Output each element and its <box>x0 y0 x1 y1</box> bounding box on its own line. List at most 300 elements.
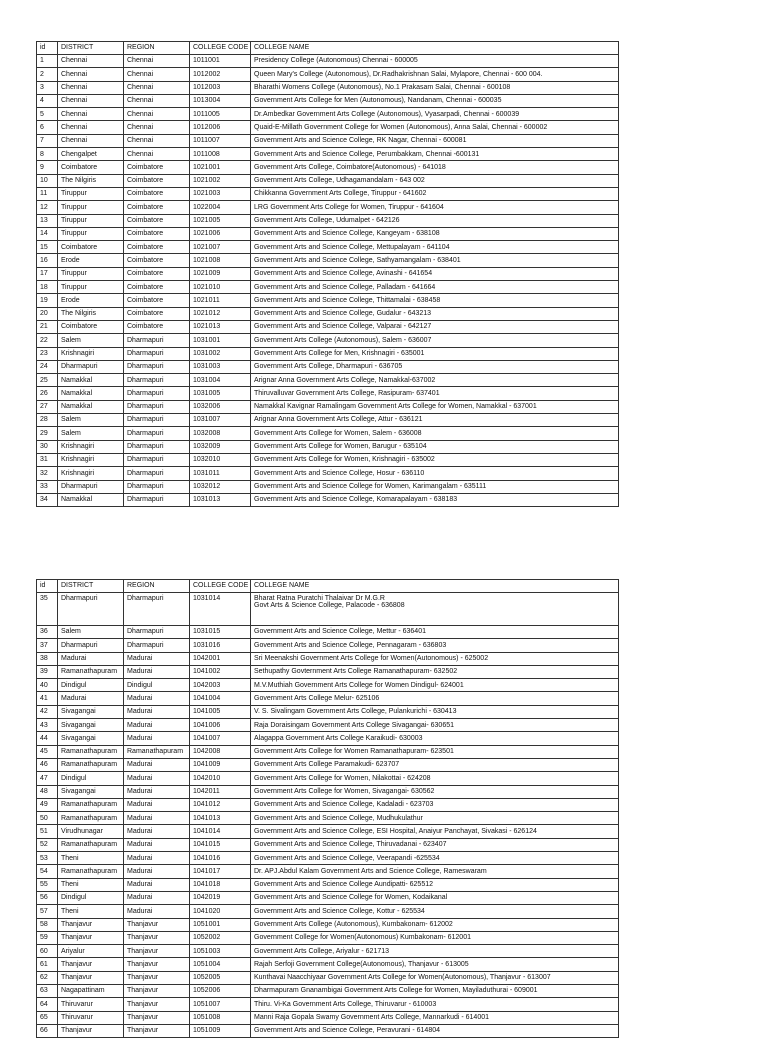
cell-college-code: 1021006 <box>190 227 251 240</box>
table-row <box>37 865 619 878</box>
cell-id: 60 <box>37 945 58 958</box>
table-row <box>37 480 619 493</box>
cell-college-name: Government Arts and Science College, Thittamalai - 638458 <box>251 294 619 307</box>
cell-college-name: Government Arts and Science College, Veerapandi -625534 <box>251 852 619 865</box>
cell-district: Ramanathapuram <box>58 665 124 678</box>
cell-college-name: Government Arts College for Women, Sivagangai- 630562 <box>251 785 619 798</box>
cell-college-code: 1021008 <box>190 254 251 267</box>
cell-college-code: 1051007 <box>190 998 251 1011</box>
cell-district: Chennai <box>58 81 124 94</box>
cell-district: Thanjavur <box>58 918 124 931</box>
table-row <box>37 719 619 732</box>
table-row <box>37 785 619 798</box>
cell-id: 54 <box>37 865 58 878</box>
cell-district: Ramanathapuram <box>58 865 124 878</box>
cell-college-code: 1012002 <box>190 68 251 81</box>
table-row <box>37 812 619 825</box>
cell-college-name: Government Arts College, Udumalpet - 642126 <box>251 214 619 227</box>
table-row <box>37 94 619 107</box>
cell-region: Thanjavur <box>124 985 190 998</box>
cell-region: Coimbatore <box>124 201 190 214</box>
header-id: id <box>37 580 58 593</box>
cell-college-name: Government Arts College for Women, Barugur - 635104 <box>251 440 619 453</box>
cell-college-code: 1042001 <box>190 652 251 665</box>
cell-district: Ramanathapuram <box>58 758 124 771</box>
cell-college-code: 1052005 <box>190 971 251 984</box>
cell-district: Namakkal <box>58 400 124 413</box>
cell-id: 16 <box>37 254 58 267</box>
cell-college-code: 1041017 <box>190 865 251 878</box>
cell-id: 58 <box>37 918 58 931</box>
cell-college-name: Government Arts and Science College, Hosur - 636110 <box>251 467 619 480</box>
table-row <box>37 692 619 705</box>
table-row <box>37 1024 619 1037</box>
cell-district: Chennai <box>58 134 124 147</box>
colleges-table-1 <box>36 41 619 507</box>
cell-district: Sivagangai <box>58 785 124 798</box>
cell-college-name: Government Arts College (Autonomous), Salem - 636007 <box>251 334 619 347</box>
table-row <box>37 161 619 174</box>
cell-college-name: Government Arts College for Women, Nilakottai - 624208 <box>251 772 619 785</box>
cell-region: Dharmapuri <box>124 493 190 506</box>
table-row <box>37 931 619 944</box>
cell-district: Chennai <box>58 121 124 134</box>
cell-district: Tiruppur <box>58 267 124 280</box>
cell-region: Coimbatore <box>124 281 190 294</box>
cell-region: Dharmapuri <box>124 480 190 493</box>
cell-college-code: 1011008 <box>190 148 251 161</box>
table-row <box>37 705 619 718</box>
cell-college-name: Presidency College (Autonomous) Chennai - 600005 <box>251 55 619 68</box>
cell-id: 66 <box>37 1024 58 1037</box>
cell-region: Coimbatore <box>124 174 190 187</box>
cell-district: Salem <box>58 414 124 427</box>
cell-college-name: Government Arts and Science College, Peravurani - 614804 <box>251 1024 619 1037</box>
cell-region: Dharmapuri <box>124 400 190 413</box>
cell-college-name: Government Arts and Science College, Mudhukulathur <box>251 812 619 825</box>
table-row <box>37 732 619 745</box>
cell-district: Krishnagiri <box>58 453 124 466</box>
cell-college-name: Government Arts College for Women, Krishnagiri - 635002 <box>251 453 619 466</box>
cell-college-name: Sri Meenakshi Government Arts College for Women(Autonomous) - 625002 <box>251 652 619 665</box>
cell-district: Coimbatore <box>58 161 124 174</box>
cell-id: 13 <box>37 214 58 227</box>
cell-college-code: 1051009 <box>190 1024 251 1037</box>
table-row <box>37 985 619 998</box>
cell-college-name: Government College for Women(Autonomous) Kumbakonam- 612001 <box>251 931 619 944</box>
table-row <box>37 174 619 187</box>
cell-college-code: 1021005 <box>190 214 251 227</box>
cell-college-code: 1031002 <box>190 347 251 360</box>
cell-college-code: 1042019 <box>190 891 251 904</box>
cell-region: Madurai <box>124 665 190 678</box>
table-row <box>37 241 619 254</box>
cell-region: Dharmapuri <box>124 453 190 466</box>
cell-id: 39 <box>37 665 58 678</box>
cell-college-code: 1021011 <box>190 294 251 307</box>
cell-region: Madurai <box>124 772 190 785</box>
cell-college-name: Dr.Ambedkar Government Arts College (Autonomous), Vyasarpadi, Chennai - 600039 <box>251 108 619 121</box>
cell-id: 40 <box>37 679 58 692</box>
cell-district: Thanjavur <box>58 1024 124 1037</box>
cell-id: 47 <box>37 772 58 785</box>
cell-id: 23 <box>37 347 58 360</box>
cell-id: 44 <box>37 732 58 745</box>
table-row <box>37 1011 619 1024</box>
cell-region: Dharmapuri <box>124 440 190 453</box>
cell-region: Thanjavur <box>124 958 190 971</box>
cell-district: Namakkal <box>58 387 124 400</box>
cell-region: Thanjavur <box>124 931 190 944</box>
table-row <box>37 134 619 147</box>
cell-region: Thanjavur <box>124 1024 190 1037</box>
cell-district: Dindigul <box>58 772 124 785</box>
table-row <box>37 201 619 214</box>
cell-id: 55 <box>37 878 58 891</box>
cell-id: 65 <box>37 1011 58 1024</box>
header-district: DISTRICT <box>58 580 124 593</box>
cell-college-code: 1041009 <box>190 758 251 771</box>
cell-district: Sivagangai <box>58 705 124 718</box>
cell-region: Dharmapuri <box>124 639 190 652</box>
table-row <box>37 998 619 1011</box>
cell-district: Ariyalur <box>58 945 124 958</box>
cell-district: Thiruvarur <box>58 1011 124 1024</box>
cell-college-name: Government Arts College, Ariyalur - 621713 <box>251 945 619 958</box>
table-row <box>37 453 619 466</box>
cell-college-name: V. S. Sivalingam Government Arts College, Pulankurichi - 630413 <box>251 705 619 718</box>
table-row <box>37 745 619 758</box>
cell-region: Chennai <box>124 94 190 107</box>
cell-district: Krishnagiri <box>58 347 124 360</box>
cell-region: Dharmapuri <box>124 414 190 427</box>
cell-district: Thiruvarur <box>58 998 124 1011</box>
cell-college-code: 1022004 <box>190 201 251 214</box>
cell-region: Dharmapuri <box>124 626 190 639</box>
cell-district: Coimbatore <box>58 320 124 333</box>
cell-college-name: Government Arts College (Autonomous), Kumbakonam- 612002 <box>251 918 619 931</box>
cell-college-name: Kunthavai Naacchiyaar Government Arts College for Women(Autonomous), Thanjavur - 613007 <box>251 971 619 984</box>
table-row <box>37 878 619 891</box>
cell-id: 20 <box>37 307 58 320</box>
cell-region: Dindigul <box>124 679 190 692</box>
table-row <box>37 679 619 692</box>
cell-id: 59 <box>37 931 58 944</box>
cell-district: The Nilgiris <box>58 174 124 187</box>
cell-district: Salem <box>58 334 124 347</box>
table-row <box>37 440 619 453</box>
cell-college-code: 1021009 <box>190 267 251 280</box>
cell-id: 18 <box>37 281 58 294</box>
cell-college-name: Arignar Anna Government Arts College, Attur - 636121 <box>251 414 619 427</box>
cell-region: Thanjavur <box>124 1011 190 1024</box>
cell-id: 61 <box>37 958 58 971</box>
cell-college-name: M.V.Muthiah Government Arts College for Women Dindigul- 624001 <box>251 679 619 692</box>
cell-college-name: Government Arts and Science College, Kadaladi - 623703 <box>251 798 619 811</box>
cell-id: 35 <box>37 593 58 626</box>
cell-id: 32 <box>37 467 58 480</box>
cell-college-code: 1051001 <box>190 918 251 931</box>
cell-college-name: Government Arts and Science College Aundipatti- 625512 <box>251 878 619 891</box>
cell-college-code: 1021001 <box>190 161 251 174</box>
cell-college-code: 1011001 <box>190 55 251 68</box>
cell-id: 8 <box>37 148 58 161</box>
cell-college-name: Rajah Serfoji Government College(Autonomous), Thanjavur - 613005 <box>251 958 619 971</box>
cell-college-name: Arignar Anna Government Arts College, Namakkal-637002 <box>251 374 619 387</box>
table-row <box>37 148 619 161</box>
cell-id: 7 <box>37 134 58 147</box>
cell-college-name: Government Arts College, Udhagamandalam - 643 002 <box>251 174 619 187</box>
cell-id: 29 <box>37 427 58 440</box>
cell-college-name: Government Arts College for Men, Krishnagiri - 635001 <box>251 347 619 360</box>
cell-id: 51 <box>37 825 58 838</box>
table-row <box>37 772 619 785</box>
cell-college-code: 1031007 <box>190 414 251 427</box>
cell-district: Chennai <box>58 94 124 107</box>
cell-college-name: Raja Doraisingam Government Arts College Sivagangai- 630651 <box>251 719 619 732</box>
cell-district: Madurai <box>58 652 124 665</box>
table-row <box>37 665 619 678</box>
cell-college-code: 1021010 <box>190 281 251 294</box>
cell-id: 9 <box>37 161 58 174</box>
cell-college-name: Thiruvalluvar Government Arts College, Rasipuram- 637401 <box>251 387 619 400</box>
cell-district: Tiruppur <box>58 187 124 200</box>
cell-district: Virudhunagar <box>58 825 124 838</box>
cell-region: Madurai <box>124 732 190 745</box>
cell-college-name: Government Arts and Science College, Gudalur - 643213 <box>251 307 619 320</box>
cell-college-name: Government Arts College Melur- 625106 <box>251 692 619 705</box>
cell-region: Madurai <box>124 825 190 838</box>
cell-college-name: Government Arts and Science College for Women, Karimangalam - 635111 <box>251 480 619 493</box>
cell-region: Coimbatore <box>124 241 190 254</box>
table-row <box>37 945 619 958</box>
cell-region: Madurai <box>124 705 190 718</box>
cell-college-name: Government Arts and Science College, Valparai - 642127 <box>251 320 619 333</box>
cell-college-name: Government Arts College for Women, Salem - 636008 <box>251 427 619 440</box>
cell-region: Coimbatore <box>124 214 190 227</box>
cell-college-name: Dr. APJ.Abdul Kalam Government Arts and Science College, Rameswaram <box>251 865 619 878</box>
cell-region: Coimbatore <box>124 227 190 240</box>
cell-college-code: 1052006 <box>190 985 251 998</box>
cell-college-code: 1041016 <box>190 852 251 865</box>
cell-college-name: Government Arts and Science College for Women, Kodaikanal <box>251 891 619 904</box>
cell-id: 37 <box>37 639 58 652</box>
cell-district: Tiruppur <box>58 227 124 240</box>
cell-district: Dharmapuri <box>58 480 124 493</box>
cell-college-code: 1051004 <box>190 958 251 971</box>
cell-college-name: Government Arts and Science College, Palladam - 641664 <box>251 281 619 294</box>
cell-id: 30 <box>37 440 58 453</box>
cell-district: Ramanathapuram <box>58 745 124 758</box>
cell-region: Madurai <box>124 905 190 918</box>
cell-college-code: 1031016 <box>190 639 251 652</box>
cell-college-name: LRG Government Arts College for Women, Tiruppur - 641604 <box>251 201 619 214</box>
cell-college-name: Government Arts College, Dharmapuri - 636705 <box>251 360 619 373</box>
cell-college-code: 1021002 <box>190 174 251 187</box>
table-row <box>37 334 619 347</box>
cell-id: 5 <box>37 108 58 121</box>
cell-college-code: 1031003 <box>190 360 251 373</box>
table-row <box>37 307 619 320</box>
cell-region: Madurai <box>124 812 190 825</box>
cell-college-code: 1032010 <box>190 453 251 466</box>
header-college-code: COLLEGE CODE <box>190 580 251 593</box>
cell-district: Krishnagiri <box>58 440 124 453</box>
table-row <box>37 360 619 373</box>
cell-id: 53 <box>37 852 58 865</box>
cell-college-code: 1032009 <box>190 440 251 453</box>
cell-college-name: Government Arts and Science College, Mettur - 636401 <box>251 626 619 639</box>
cell-college-name: Government Arts and Science College, Mettupalayam - 641104 <box>251 241 619 254</box>
cell-college-name: Government Arts College Paramakudi- 623707 <box>251 758 619 771</box>
table-row <box>37 121 619 134</box>
cell-id: 48 <box>37 785 58 798</box>
table-row <box>37 374 619 387</box>
cell-region: Chennai <box>124 108 190 121</box>
cell-region: Coimbatore <box>124 161 190 174</box>
header-region: REGION <box>124 580 190 593</box>
cell-district: Ramanathapuram <box>58 812 124 825</box>
cell-id: 19 <box>37 294 58 307</box>
table-row <box>37 387 619 400</box>
cell-region: Madurai <box>124 865 190 878</box>
cell-region: Madurai <box>124 838 190 851</box>
cell-id: 42 <box>37 705 58 718</box>
cell-region: Dharmapuri <box>124 360 190 373</box>
cell-region: Thanjavur <box>124 918 190 931</box>
table-row <box>37 467 619 480</box>
cell-district: Dindigul <box>58 891 124 904</box>
cell-college-code: 1041018 <box>190 878 251 891</box>
table-row <box>37 639 619 652</box>
cell-district: Ramanathapuram <box>58 838 124 851</box>
cell-id: 27 <box>37 400 58 413</box>
cell-district: Namakkal <box>58 374 124 387</box>
cell-college-name: Sethupathy Govternment Arts College Ramanathapuram- 632502 <box>251 665 619 678</box>
cell-college-code: 1031015 <box>190 626 251 639</box>
cell-id: 11 <box>37 187 58 200</box>
table-row <box>37 918 619 931</box>
table-row <box>37 758 619 771</box>
table-row <box>37 852 619 865</box>
cell-region: Coimbatore <box>124 254 190 267</box>
cell-region: Coimbatore <box>124 294 190 307</box>
cell-college-code: 1052002 <box>190 931 251 944</box>
cell-college-name: Queen Mary's College (Autonomous), Dr.Radhakrishnan Salai, Mylapore, Chennai - 600 004. <box>251 68 619 81</box>
cell-district: Ramanathapuram <box>58 798 124 811</box>
cell-college-code: 1041002 <box>190 665 251 678</box>
cell-district: Thanjavur <box>58 958 124 971</box>
cell-college-name: Government Arts and Science College, Thiruvadanai - 623407 <box>251 838 619 851</box>
table-header <box>37 580 619 593</box>
cell-college-code: 1042003 <box>190 679 251 692</box>
cell-region: Dharmapuri <box>124 347 190 360</box>
cell-region: Dharmapuri <box>124 387 190 400</box>
cell-college-code: 1031014 <box>190 593 251 626</box>
colleges-table-2 <box>36 579 619 1038</box>
cell-college-name: Government Arts and Science College, ESI Hospital, Anaiyur Panchayat, Sivakasi - 626124 <box>251 825 619 838</box>
cell-id: 63 <box>37 985 58 998</box>
cell-college-code: 1013004 <box>190 94 251 107</box>
header-college-name: COLLEGE NAME <box>251 42 619 55</box>
cell-region: Thanjavur <box>124 998 190 1011</box>
cell-district: Dharmapuri <box>58 593 124 626</box>
cell-id: 46 <box>37 758 58 771</box>
cell-college-code: 1021013 <box>190 320 251 333</box>
cell-college-code: 1032012 <box>190 480 251 493</box>
cell-college-name: Bharat Ratna Puratchi Thalaivar Dr M.G.R Govt Arts & Science College, Palacode - 636808 <box>251 593 619 626</box>
table-row <box>37 320 619 333</box>
table-row <box>37 493 619 506</box>
cell-college-code: 1011007 <box>190 134 251 147</box>
cell-district: Chennai <box>58 68 124 81</box>
cell-region: Chennai <box>124 68 190 81</box>
table-row <box>37 294 619 307</box>
table-row <box>37 254 619 267</box>
table-row <box>37 971 619 984</box>
table-row <box>37 905 619 918</box>
cell-district: The Nilgiris <box>58 307 124 320</box>
cell-region: Coimbatore <box>124 320 190 333</box>
cell-district: Salem <box>58 427 124 440</box>
cell-id: 26 <box>37 387 58 400</box>
cell-region: Madurai <box>124 758 190 771</box>
cell-college-code: 1032008 <box>190 427 251 440</box>
cell-region: Chennai <box>124 55 190 68</box>
cell-district: Dharmapuri <box>58 360 124 373</box>
table-body <box>37 55 619 507</box>
table-row <box>37 214 619 227</box>
cell-district: Namakkal <box>58 493 124 506</box>
table-row <box>37 267 619 280</box>
cell-college-name: Thiru. Vi-Ka Government Arts College, Thiruvarur - 610003 <box>251 998 619 1011</box>
cell-college-code: 1041005 <box>190 705 251 718</box>
cell-college-code: 1021012 <box>190 307 251 320</box>
cell-college-name: Government Arts and Science College, Komarapalayam - 638183 <box>251 493 619 506</box>
cell-district: Tiruppur <box>58 201 124 214</box>
cell-college-code: 1021003 <box>190 187 251 200</box>
cell-id: 64 <box>37 998 58 1011</box>
table-row <box>37 593 619 626</box>
cell-college-code: 1031013 <box>190 493 251 506</box>
table-row <box>37 187 619 200</box>
cell-district: Theni <box>58 905 124 918</box>
header-college-code: COLLEGE CODE <box>190 42 251 55</box>
cell-college-name: Government Arts and Science College, Pennagaram - 636803 <box>251 639 619 652</box>
cell-district: Salem <box>58 626 124 639</box>
cell-college-name: Quaid-E-Millath Government College for Women (Autonomous), Anna Salai, Chennai - 600002 <box>251 121 619 134</box>
table-row <box>37 427 619 440</box>
header-id: id <box>37 42 58 55</box>
cell-id: 17 <box>37 267 58 280</box>
table-row <box>37 281 619 294</box>
table-row <box>37 652 619 665</box>
cell-college-name: Manni Raja Gopala Swamy Government Arts College, Mannarkudi - 614001 <box>251 1011 619 1024</box>
cell-college-name: Chikkanna Government Arts College, Tiruppur - 641602 <box>251 187 619 200</box>
cell-region: Madurai <box>124 719 190 732</box>
table-body <box>37 593 619 1038</box>
table-row <box>37 68 619 81</box>
cell-college-code: 1041015 <box>190 838 251 851</box>
table-header <box>37 42 619 55</box>
cell-region: Dharmapuri <box>124 374 190 387</box>
cell-district: Erode <box>58 294 124 307</box>
cell-college-name: Government Arts and Science College, Perumbakkam, Chennai -600131 <box>251 148 619 161</box>
cell-id: 2 <box>37 68 58 81</box>
cell-region: Madurai <box>124 798 190 811</box>
cell-region: Chennai <box>124 121 190 134</box>
cell-id: 50 <box>37 812 58 825</box>
